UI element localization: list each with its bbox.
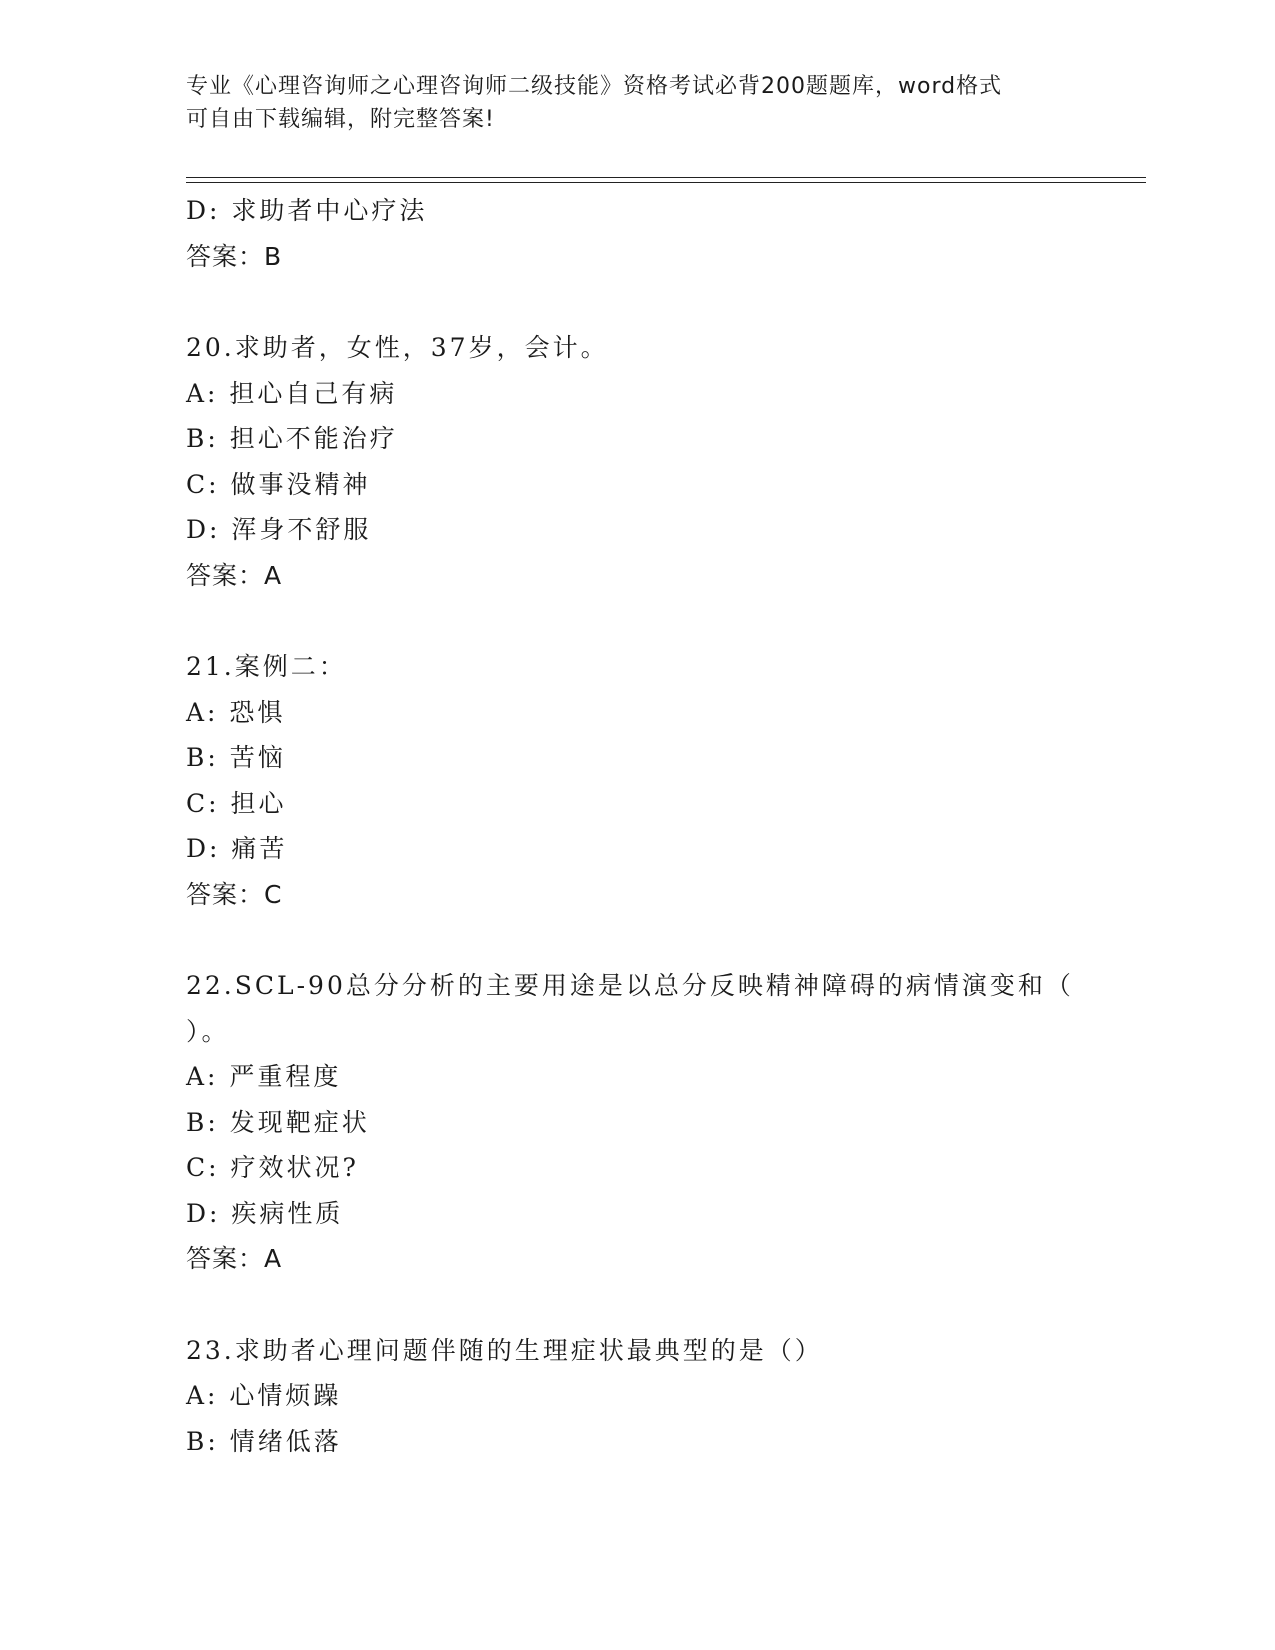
header-line-1: 专业《心理咨询师之心理咨询师二级技能》资格考试必背200题题库，word格式 bbox=[186, 74, 1003, 99]
question-stem-line-2: ）。 bbox=[186, 1016, 230, 1046]
option-c: C: 做事没精神 bbox=[186, 469, 371, 499]
spacer bbox=[186, 917, 1146, 963]
spacer bbox=[186, 598, 1146, 644]
header-divider-bottom bbox=[186, 182, 1146, 183]
option-d: D: 痛苦 bbox=[186, 834, 288, 863]
document-header bbox=[186, 70, 1146, 136]
option-a: A: 担心自己有病 bbox=[186, 378, 398, 408]
question-list bbox=[186, 188, 1146, 1464]
spacer bbox=[186, 279, 1146, 325]
option-c: C: 疗效状况? bbox=[186, 1153, 359, 1182]
option-b: B: 发现靶症状 bbox=[186, 1107, 370, 1137]
question-stem: 21.案例二： bbox=[186, 652, 347, 681]
answer-label: 答案：B bbox=[186, 241, 283, 271]
option-d: D: 求助者中心疗法 bbox=[186, 196, 428, 225]
option-d: D: 浑身不舒服 bbox=[186, 515, 372, 544]
option-d: D: 疾病性质 bbox=[186, 1198, 344, 1228]
question-block-23 bbox=[186, 1328, 1146, 1465]
option-b: B: 苦恼 bbox=[186, 743, 286, 772]
option-c: C: 担心 bbox=[186, 788, 287, 818]
question-stem: 23.求助者心理问题伴随的生理症状最典型的是（） bbox=[186, 1335, 823, 1365]
option-a: A: 恐惧 bbox=[186, 697, 286, 727]
header-divider-top bbox=[186, 177, 1146, 178]
question-block-19 bbox=[186, 188, 1146, 279]
answer-label: 答案：A bbox=[186, 1244, 283, 1273]
question-block-22 bbox=[186, 963, 1146, 1282]
question-stem-line-1: 22.SCL-90总分分析的主要用途是以总分反映精神障碍的病情演变和（ bbox=[186, 971, 1074, 1000]
option-b: B: 担心不能治疗 bbox=[186, 424, 398, 453]
question-block-20 bbox=[186, 325, 1146, 598]
answer-label: 答案：A bbox=[186, 560, 283, 590]
option-a: A: 严重程度 bbox=[186, 1062, 342, 1091]
option-a: A: 心情烦躁 bbox=[186, 1381, 342, 1410]
answer-label: 答案：C bbox=[186, 879, 283, 909]
option-b: B: 情绪低落 bbox=[186, 1426, 342, 1456]
header-line-2: 可自由下载编辑，附完整答案! bbox=[186, 107, 495, 132]
question-block-21 bbox=[186, 644, 1146, 917]
spacer bbox=[186, 1282, 1146, 1328]
question-stem: 20.求助者，女性，37岁，会计。 bbox=[186, 333, 609, 362]
